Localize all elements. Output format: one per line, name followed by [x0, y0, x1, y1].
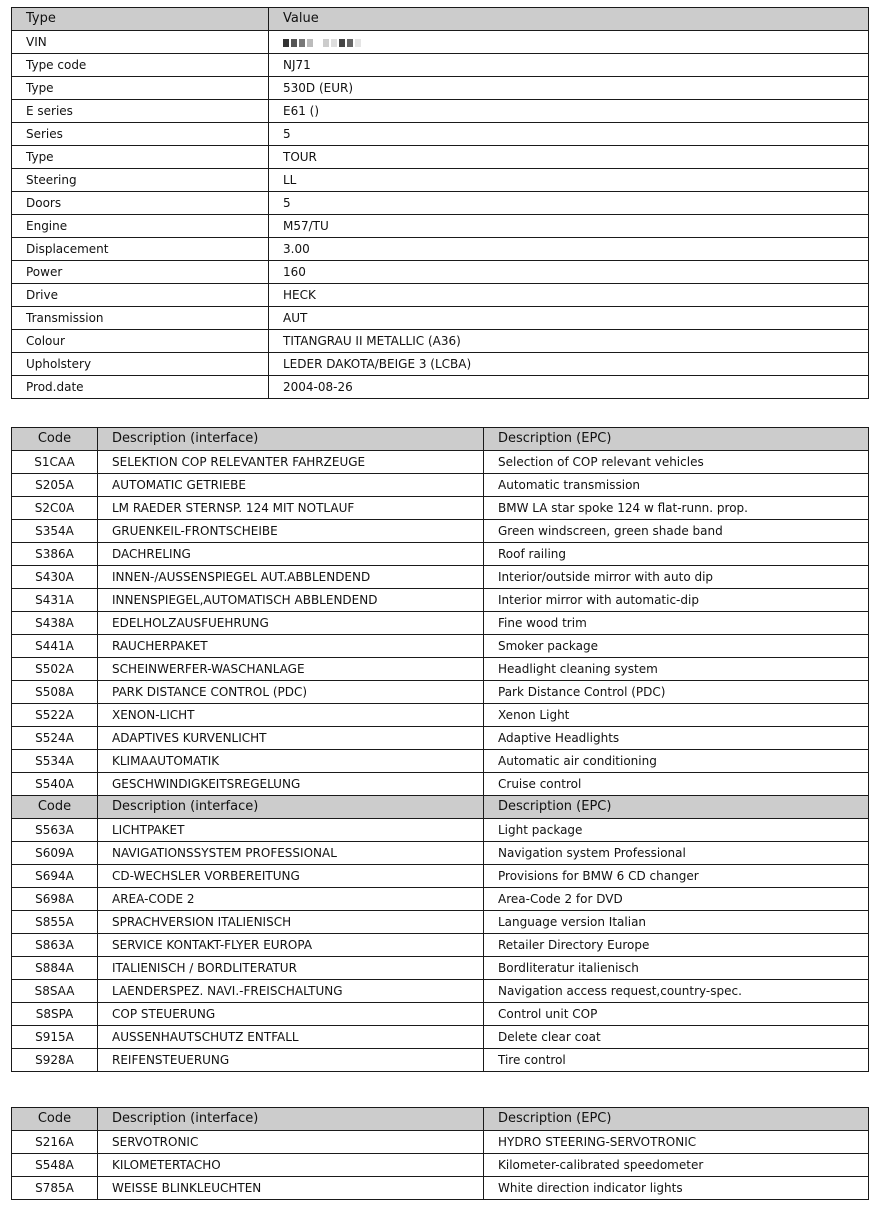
- option-description-interface: SPRACHVERSION ITALIENISCH: [98, 911, 484, 934]
- vehicle-field-label: Type code: [12, 54, 269, 77]
- option-description-interface: AUSSENHAUTSCHUTZ ENTFALL: [98, 1026, 484, 1049]
- vehicle-field-value: E61 (): [269, 100, 869, 123]
- option-row: [12, 1026, 869, 1049]
- option-code: S785A: [12, 1177, 98, 1200]
- option-description-epc: Green windscreen, green shade band: [484, 520, 869, 543]
- option-code: S563A: [12, 819, 98, 842]
- option-description-epc: HYDRO STEERING-SERVOTRONIC: [484, 1131, 869, 1154]
- option-row: [12, 1049, 869, 1072]
- vehicle-field-value: 160: [269, 261, 869, 284]
- option-description-epc: Language version Italian: [484, 911, 869, 934]
- option-description-interface: INNEN-/AUSSENSPIEGEL AUT.ABBLENDEND: [98, 566, 484, 589]
- vehicle-field-value: M57/TU: [269, 215, 869, 238]
- header-epc: Description (EPC): [484, 428, 869, 451]
- vehicle-field-value: 2004-08-26: [269, 376, 869, 399]
- option-description-interface: XENON-LICHT: [98, 704, 484, 727]
- options-header-row: [12, 796, 869, 819]
- header-value: Value: [269, 8, 869, 31]
- option-code: S863A: [12, 934, 98, 957]
- option-code: S694A: [12, 865, 98, 888]
- vehicle-field-value: TOUR: [269, 146, 869, 169]
- option-code: S205A: [12, 474, 98, 497]
- vehicle-field-label: Power: [12, 261, 269, 284]
- vehicle-row: [12, 284, 869, 307]
- header-code: Code: [12, 1108, 98, 1131]
- option-description-epc: BMW LA star spoke 124 w flat-runn. prop.: [484, 497, 869, 520]
- option-description-interface: AUTOMATIC GETRIEBE: [98, 474, 484, 497]
- vehicle-row: [12, 353, 869, 376]
- vehicle-row: [12, 192, 869, 215]
- option-description-interface: REIFENSTEUERUNG: [98, 1049, 484, 1072]
- vehicle-field-label: Type: [12, 77, 269, 100]
- option-row: [12, 957, 869, 980]
- option-description-epc: Interior mirror with automatic-dip: [484, 589, 869, 612]
- option-description-interface: PARK DISTANCE CONTROL (PDC): [98, 681, 484, 704]
- header-code: Code: [12, 796, 98, 819]
- option-code: S508A: [12, 681, 98, 704]
- option-code: S884A: [12, 957, 98, 980]
- option-code: S216A: [12, 1131, 98, 1154]
- option-row: [12, 1131, 869, 1154]
- header-epc: Description (EPC): [484, 796, 869, 819]
- vehicle-field-value: 5: [269, 192, 869, 215]
- option-row: [12, 911, 869, 934]
- option-row: [12, 451, 869, 474]
- option-description-epc: Adaptive Headlights: [484, 727, 869, 750]
- option-code: S928A: [12, 1049, 98, 1072]
- option-code: S1CAA: [12, 451, 98, 474]
- option-description-interface: LM RAEDER STERNSP. 124 MIT NOTLAUF: [98, 497, 484, 520]
- option-code: S354A: [12, 520, 98, 543]
- vehicle-row: [12, 100, 869, 123]
- header-code: Code: [12, 428, 98, 451]
- option-code: S430A: [12, 566, 98, 589]
- option-row: [12, 1003, 869, 1026]
- option-code: S441A: [12, 635, 98, 658]
- option-description-interface: LICHTPAKET: [98, 819, 484, 842]
- option-description-epc: Kilometer-calibrated speedometer: [484, 1154, 869, 1177]
- option-description-interface: LAENDERSPEZ. NAVI.-FREISCHALTUNG: [98, 980, 484, 1003]
- vehicle-field-label: Displacement: [12, 238, 269, 261]
- option-description-epc: Interior/outside mirror with auto dip: [484, 566, 869, 589]
- option-description-interface: KILOMETERTACHO: [98, 1154, 484, 1177]
- vehicle-row: [12, 31, 869, 54]
- vehicle-field-label: Engine: [12, 215, 269, 238]
- vehicle-field-label: Upholstery: [12, 353, 269, 376]
- option-row: [12, 1177, 869, 1200]
- vehicle-row: [12, 330, 869, 353]
- option-row: [12, 543, 869, 566]
- option-description-epc: Provisions for BMW 6 CD changer: [484, 865, 869, 888]
- vehicle-field-label: Transmission: [12, 307, 269, 330]
- option-code: S524A: [12, 727, 98, 750]
- vehicle-field-label: Drive: [12, 284, 269, 307]
- options-table: [11, 427, 869, 1072]
- option-code: S609A: [12, 842, 98, 865]
- option-row: [12, 865, 869, 888]
- vehicle-field-value: 3.00: [269, 238, 869, 261]
- option-description-interface: GESCHWINDIGKEITSREGELUNG: [98, 773, 484, 796]
- options-header-row: [12, 1108, 869, 1131]
- option-row: [12, 658, 869, 681]
- option-code: S698A: [12, 888, 98, 911]
- option-code: S540A: [12, 773, 98, 796]
- vehicle-row: [12, 54, 869, 77]
- option-description-interface: ADAPTIVES KURVENLICHT: [98, 727, 484, 750]
- option-code: S534A: [12, 750, 98, 773]
- options-table-additional: [11, 1107, 869, 1200]
- header-interface: Description (interface): [98, 428, 484, 451]
- option-description-interface: GRUENKEIL-FRONTSCHEIBE: [98, 520, 484, 543]
- option-code: S438A: [12, 612, 98, 635]
- vehicle-row: [12, 123, 869, 146]
- header-type: Type: [12, 8, 269, 31]
- vehicle-field-label: VIN: [12, 31, 269, 54]
- vehicle-field-value: NJ71: [269, 54, 869, 77]
- option-row: [12, 750, 869, 773]
- vehicle-field-value: TITANGRAU II METALLIC (A36): [269, 330, 869, 353]
- option-code: S431A: [12, 589, 98, 612]
- option-description-interface: SCHEINWERFER-WASCHANLAGE: [98, 658, 484, 681]
- options-header-row: [12, 428, 869, 451]
- vehicle-header-row: [12, 8, 869, 31]
- option-description-epc: Delete clear coat: [484, 1026, 869, 1049]
- vehicle-info-table: [11, 7, 869, 399]
- vin-value-redacted: [269, 31, 869, 54]
- option-description-epc: Retailer Directory Europe: [484, 934, 869, 957]
- option-row: [12, 888, 869, 911]
- option-row: [12, 497, 869, 520]
- option-description-epc: Automatic air conditioning: [484, 750, 869, 773]
- vehicle-field-label: Steering: [12, 169, 269, 192]
- vehicle-row: [12, 215, 869, 238]
- header-epc: Description (EPC): [484, 1108, 869, 1131]
- option-row: [12, 773, 869, 796]
- vehicle-field-label: E series: [12, 100, 269, 123]
- vehicle-field-value: 530D (EUR): [269, 77, 869, 100]
- option-description-interface: AREA-CODE 2: [98, 888, 484, 911]
- redacted-vin: [283, 39, 361, 47]
- option-description-interface: COP STEUERUNG: [98, 1003, 484, 1026]
- option-description-interface: SERVOTRONIC: [98, 1131, 484, 1154]
- option-description-epc: Navigation system Professional: [484, 842, 869, 865]
- option-row: [12, 934, 869, 957]
- vehicle-row: [12, 238, 869, 261]
- option-row: [12, 635, 869, 658]
- vehicle-row: [12, 376, 869, 399]
- option-description-interface: KLIMAAUTOMATIK: [98, 750, 484, 773]
- option-description-interface: RAUCHERPAKET: [98, 635, 484, 658]
- option-code: S502A: [12, 658, 98, 681]
- vehicle-field-value: 5: [269, 123, 869, 146]
- option-row: [12, 980, 869, 1003]
- option-description-epc: Area-Code 2 for DVD: [484, 888, 869, 911]
- option-description-interface: DACHRELING: [98, 543, 484, 566]
- option-description-epc: Park Distance Control (PDC): [484, 681, 869, 704]
- vehicle-row: [12, 77, 869, 100]
- option-row: [12, 612, 869, 635]
- option-description-epc: Headlight cleaning system: [484, 658, 869, 681]
- option-row: [12, 566, 869, 589]
- vehicle-field-value: LL: [269, 169, 869, 192]
- option-row: [12, 819, 869, 842]
- option-description-interface: EDELHOLZAUSFUEHRUNG: [98, 612, 484, 635]
- vehicle-row: [12, 169, 869, 192]
- option-row: [12, 727, 869, 750]
- option-row: [12, 704, 869, 727]
- option-code: S386A: [12, 543, 98, 566]
- option-description-interface: WEISSE BLINKLEUCHTEN: [98, 1177, 484, 1200]
- option-row: [12, 681, 869, 704]
- option-description-epc: Fine wood trim: [484, 612, 869, 635]
- option-code: S855A: [12, 911, 98, 934]
- option-description-epc: Navigation access request,country-spec.: [484, 980, 869, 1003]
- vehicle-field-value: LEDER DAKOTA/BEIGE 3 (LCBA): [269, 353, 869, 376]
- vehicle-field-label: Prod.date: [12, 376, 269, 399]
- option-description-epc: Smoker package: [484, 635, 869, 658]
- option-description-epc: White direction indicator lights: [484, 1177, 869, 1200]
- option-description-epc: Roof railing: [484, 543, 869, 566]
- vehicle-field-label: Doors: [12, 192, 269, 215]
- option-code: S8SPA: [12, 1003, 98, 1026]
- option-row: [12, 842, 869, 865]
- option-description-interface: INNENSPIEGEL,AUTOMATISCH ABBLENDEND: [98, 589, 484, 612]
- option-description-epc: Light package: [484, 819, 869, 842]
- vehicle-row: [12, 261, 869, 284]
- option-description-interface: SERVICE KONTAKT-FLYER EUROPA: [98, 934, 484, 957]
- option-code: S2C0A: [12, 497, 98, 520]
- option-description-interface: ITALIENISCH / BORDLITERATUR: [98, 957, 484, 980]
- option-description-interface: CD-WECHSLER VORBEREITUNG: [98, 865, 484, 888]
- vehicle-field-label: Type: [12, 146, 269, 169]
- option-description-epc: Tire control: [484, 1049, 869, 1072]
- vehicle-field-value: HECK: [269, 284, 869, 307]
- option-description-epc: Xenon Light: [484, 704, 869, 727]
- option-code: S548A: [12, 1154, 98, 1177]
- vehicle-row: [12, 146, 869, 169]
- option-row: [12, 1154, 869, 1177]
- option-description-interface: NAVIGATIONSSYSTEM PROFESSIONAL: [98, 842, 484, 865]
- option-code: S915A: [12, 1026, 98, 1049]
- option-row: [12, 474, 869, 497]
- option-description-epc: Automatic transmission: [484, 474, 869, 497]
- option-description-interface: SELEKTION COP RELEVANTER FAHRZEUGE: [98, 451, 484, 474]
- vehicle-field-label: Series: [12, 123, 269, 146]
- header-interface: Description (interface): [98, 1108, 484, 1131]
- option-description-epc: Bordliteratur italienisch: [484, 957, 869, 980]
- option-code: S8SAA: [12, 980, 98, 1003]
- vehicle-field-label: Colour: [12, 330, 269, 353]
- vehicle-field-value: AUT: [269, 307, 869, 330]
- option-description-epc: Selection of COP relevant vehicles: [484, 451, 869, 474]
- vehicle-row: [12, 307, 869, 330]
- option-description-epc: Cruise control: [484, 773, 869, 796]
- header-interface: Description (interface): [98, 796, 484, 819]
- option-code: S522A: [12, 704, 98, 727]
- option-row: [12, 589, 869, 612]
- option-row: [12, 520, 869, 543]
- option-description-epc: Control unit COP: [484, 1003, 869, 1026]
